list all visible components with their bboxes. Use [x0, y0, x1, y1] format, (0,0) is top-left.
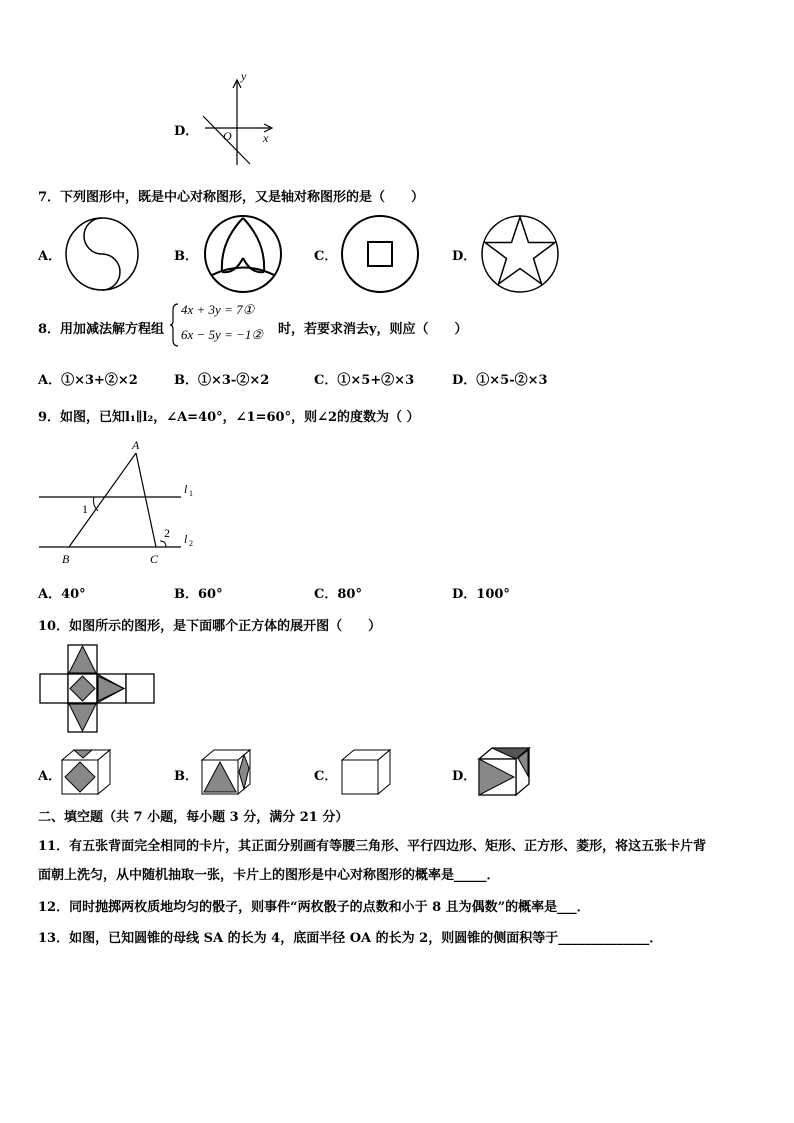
y-axis-label: y — [241, 70, 247, 83]
x-axis-label: x — [263, 131, 269, 145]
q7-text: 7．下列图形中，既是中心对称图形，又是轴对称图形的是（ ） — [38, 190, 425, 205]
q8-prefix: 8．用加减法解方程组 — [38, 322, 165, 337]
q9-option-b[interactable]: B．60° — [174, 587, 223, 602]
angle-1-arc — [94, 497, 99, 511]
q8-option-a[interactable]: A．①×3+②×2 — [38, 373, 138, 388]
q7-option-c-label[interactable]: C． — [314, 249, 338, 264]
q12-text: 12．同时抛掷两枚质地均匀的骰子，则事件“两枚骰子的点数和小于 8 且为偶数”的概率是___． — [38, 900, 590, 915]
section2-heading: 二、填空题（共 7 小题，每小题 3 分，满分 21 分） — [38, 810, 349, 825]
angle-2-label: 2 — [164, 526, 170, 540]
q7-option-b-trefoil[interactable] — [200, 212, 286, 296]
angle-2-arc — [160, 541, 166, 547]
q7-option-d-star[interactable] — [478, 212, 562, 296]
q7-option-a-label[interactable]: A． — [38, 249, 62, 264]
q8-option-d[interactable]: D．①×5-②×3 — [452, 373, 548, 388]
l2-label: l — [184, 532, 188, 546]
q9-figure — [36, 435, 206, 570]
q8-brace — [170, 302, 180, 348]
segment-ab — [69, 453, 136, 547]
point-c-label: C — [150, 552, 159, 566]
q11-line2: 面朝上洗匀，从中随机抽取一张，卡片上的图形是中心对称图形的概率是_____． — [38, 868, 500, 883]
segment-ac — [136, 453, 156, 547]
q8-option-c[interactable]: C．①×5+②×3 — [314, 373, 415, 388]
q10-option-c-cube[interactable] — [340, 748, 392, 796]
l1-label: l — [184, 482, 188, 496]
q10-option-b-label[interactable]: B． — [174, 769, 198, 784]
q10-net-figure — [38, 643, 158, 735]
point-a-label: A — [132, 438, 140, 452]
q6-option-d-graph — [195, 70, 285, 170]
l1-subscript: 1 — [189, 489, 193, 498]
q8-equation-1: 4x + 3y = 7① — [181, 302, 255, 317]
q10-option-b-cube[interactable] — [200, 748, 252, 796]
q7-option-b-label[interactable]: B． — [174, 249, 198, 264]
q8-option-b[interactable]: B．①×3-②×2 — [174, 373, 270, 388]
q13-text: 13．如图，已知圆锥的母线 SA 的长为 4，底面半径 OA 的长为 2，则圆锥的侧面积等于______________． — [38, 931, 663, 946]
q9-option-c[interactable]: C．80° — [314, 587, 362, 602]
q10-option-a-label[interactable]: A． — [38, 769, 62, 784]
q9-option-d[interactable]: D．100° — [452, 587, 510, 602]
origin-label: O — [223, 129, 232, 143]
q8-suffix: 时，若要求消去y，则应（ ） — [278, 322, 468, 337]
q7-option-a-yinyang[interactable] — [62, 214, 142, 294]
q10-option-c-label[interactable]: C． — [314, 769, 338, 784]
q9-option-a[interactable]: A．40° — [38, 587, 86, 602]
q7-option-c-coin[interactable] — [338, 212, 422, 296]
angle-1-label: 1 — [82, 502, 88, 516]
point-b-label: B — [62, 552, 70, 566]
q8-equation-2: 6x − 5y = −1② — [181, 327, 264, 342]
q6-option-d-label[interactable]: D． — [174, 124, 199, 139]
q11-line1: 11．有五张背面完全相同的卡片，其正面分别画有等腰三角形、平行四边形、矩形、正方形、菱形，将这五张卡片背 — [38, 839, 707, 854]
q10-option-d-cube[interactable] — [476, 746, 532, 798]
l2-subscript: 2 — [189, 539, 193, 548]
q7-option-d-label[interactable]: D． — [452, 249, 477, 264]
q10-text: 10．如图所示的图形，是下面哪个正方体的展开图（ ） — [38, 619, 382, 634]
q9-text: 9．如图，已知l₁∥l₂，∠A=40°，∠1=60°，则∠2的度数为（ ） — [38, 410, 420, 425]
q10-option-d-label[interactable]: D． — [452, 769, 477, 784]
q10-option-a-cube[interactable] — [60, 748, 112, 796]
